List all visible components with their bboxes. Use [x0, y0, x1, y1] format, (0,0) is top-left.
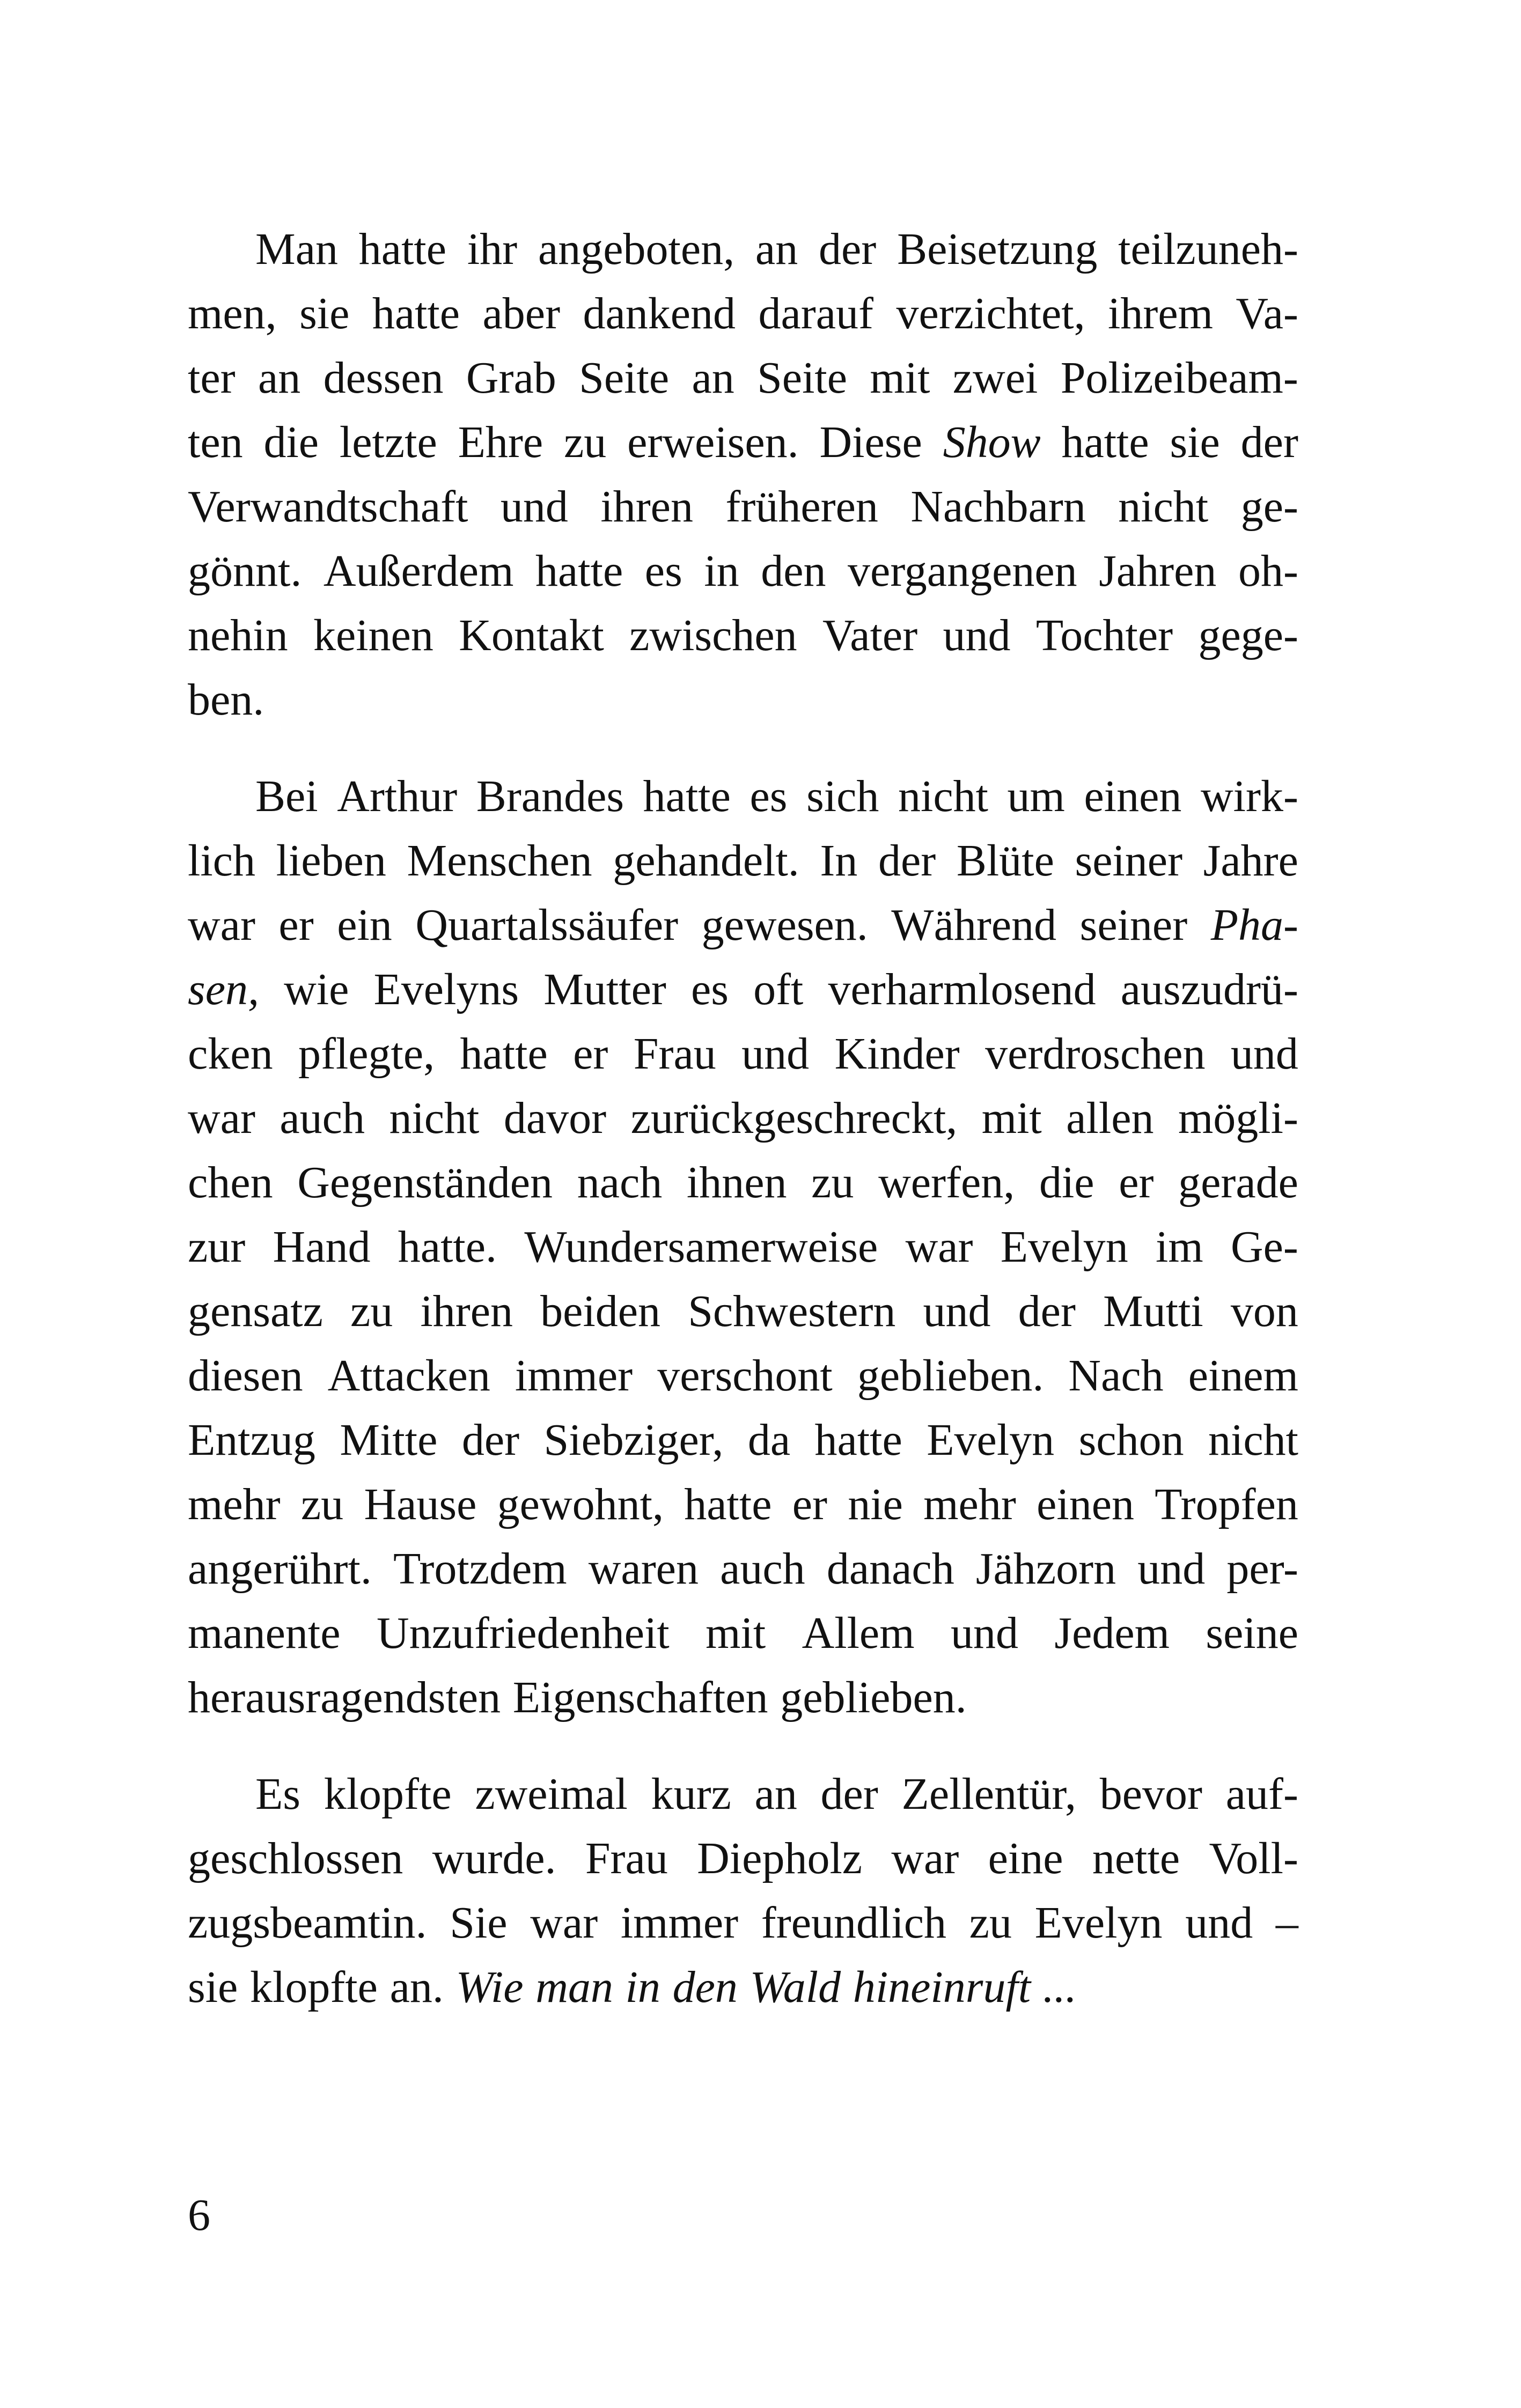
word: gensatz — [188, 1286, 323, 1336]
word: geschlossen — [188, 1833, 403, 1883]
word: Es — [255, 1769, 300, 1819]
word: seiner — [1079, 900, 1188, 950]
word: Frau — [585, 1833, 668, 1883]
word: ben. — [188, 675, 264, 725]
word: Grab — [466, 353, 556, 403]
word: gewesen. — [701, 900, 868, 950]
word: ihren — [600, 482, 693, 532]
word: er — [278, 900, 314, 950]
word: Schwestern — [688, 1286, 896, 1336]
word: manente — [188, 1608, 341, 1658]
word: zu — [300, 1479, 344, 1529]
word: aber — [482, 289, 561, 338]
text-line — [188, 475, 1298, 539]
word: lieben — [276, 836, 386, 886]
word: und — [1230, 1029, 1298, 1079]
word: Diese — [819, 417, 922, 467]
word: Entzug — [188, 1415, 315, 1465]
text-line — [188, 410, 1298, 475]
word: Brandes — [476, 771, 624, 821]
word: gehandelt. — [613, 836, 799, 886]
word: einen — [1037, 1479, 1134, 1529]
word: hatte — [372, 289, 460, 338]
word: Seite — [757, 353, 848, 403]
text-line — [188, 1827, 1298, 1891]
word: herausragendsten — [188, 1673, 501, 1722]
word: davor — [503, 1093, 607, 1143]
word: den — [672, 1962, 738, 2012]
text-line — [188, 764, 1298, 829]
word: wirk- — [1200, 771, 1298, 821]
word: beiden — [540, 1286, 661, 1336]
word: auszudrü- — [1120, 964, 1298, 1014]
word: Außerdem — [323, 546, 514, 596]
word: ihr — [467, 224, 518, 274]
word: und — [923, 1286, 991, 1336]
paragraph — [188, 764, 1298, 1730]
word: Seite — [579, 353, 670, 403]
word: waren — [588, 1544, 699, 1594]
page-number: 6 — [188, 2190, 210, 2240]
word: Wie — [455, 1962, 524, 2012]
word: der — [461, 1415, 520, 1465]
word: der — [878, 836, 936, 886]
word: mögli- — [1178, 1093, 1298, 1143]
word: es — [750, 771, 788, 821]
word: und — [500, 482, 568, 532]
word: darauf — [758, 289, 874, 338]
text-line — [188, 346, 1298, 410]
word: per- — [1226, 1544, 1298, 1594]
word: mehr — [923, 1479, 1016, 1529]
word: Tropfen — [1155, 1479, 1298, 1529]
word: Menschen — [407, 836, 592, 886]
word: und — [1185, 1898, 1253, 1948]
word: cken — [188, 1029, 273, 1079]
paragraph — [188, 217, 1298, 732]
word: kurz — [651, 1769, 731, 1819]
word: seine — [1206, 1608, 1298, 1658]
body-text — [188, 217, 1298, 2020]
word: hatte — [460, 1029, 548, 1079]
word: sie — [188, 1962, 238, 2012]
text-line — [188, 1955, 1298, 2020]
word: es — [644, 546, 682, 596]
word: der — [820, 1769, 878, 1819]
word: Blüte — [956, 836, 1054, 886]
word: – — [1275, 1898, 1298, 1948]
word: Sie — [450, 1898, 508, 1948]
word: klopfte — [249, 1962, 378, 2012]
word: Ehre — [458, 417, 543, 467]
word: ... — [1042, 1962, 1077, 2012]
word: er — [573, 1029, 608, 1079]
word: zwei — [952, 353, 1038, 403]
word: danach — [826, 1544, 954, 1594]
word: Mitte — [340, 1415, 438, 1465]
word: In — [820, 836, 858, 886]
word: Wundersamerweise — [524, 1222, 878, 1272]
text-line — [188, 1472, 1298, 1537]
word: bevor — [1099, 1769, 1202, 1819]
text-line — [188, 1891, 1298, 1955]
word: an — [755, 224, 798, 274]
word: men, — [188, 289, 277, 338]
word: Evelyns — [373, 964, 519, 1014]
word: auf- — [1225, 1769, 1298, 1819]
word: von — [1230, 1286, 1298, 1336]
word: die — [1039, 1158, 1094, 1207]
text-line — [188, 1666, 1298, 1730]
word: früheren — [725, 482, 878, 532]
word: Mutti — [1103, 1286, 1203, 1336]
word: im — [1156, 1222, 1203, 1272]
word: zurückgeschreckt, — [630, 1093, 958, 1143]
text-line — [188, 539, 1298, 603]
word: Attacken — [327, 1351, 490, 1401]
word: wurde. — [432, 1833, 556, 1883]
word: in — [704, 546, 739, 596]
word: gege- — [1198, 610, 1298, 660]
word: hatte — [1061, 417, 1149, 467]
word: an — [258, 353, 301, 403]
text-line — [188, 829, 1298, 893]
word: Evelyn — [1000, 1222, 1128, 1272]
word: gewohnt, — [497, 1479, 664, 1529]
word: ihren — [420, 1286, 513, 1336]
word: Man — [255, 224, 338, 274]
word: war — [891, 1833, 959, 1883]
word: auch — [720, 1544, 805, 1594]
word: Siebziger, — [543, 1415, 724, 1465]
word: zugsbeamtin. — [188, 1898, 427, 1948]
word: Vater — [822, 610, 918, 660]
word: erweisen. — [627, 417, 799, 467]
word: ihrem — [1108, 289, 1213, 338]
word: in — [625, 1962, 660, 2012]
word: der — [1018, 1286, 1076, 1336]
word: ten — [188, 417, 243, 467]
word: zu — [811, 1158, 854, 1207]
word: Gegenständen — [297, 1158, 553, 1207]
word: um — [1007, 771, 1065, 821]
word: und — [741, 1029, 810, 1079]
word: nicht — [389, 1093, 480, 1143]
word: letzte — [339, 417, 437, 467]
word: Allem — [802, 1608, 915, 1658]
paragraph-gap — [188, 1730, 1298, 1762]
word: sich — [806, 771, 879, 821]
word: zu — [350, 1286, 393, 1336]
word: nette — [1092, 1833, 1180, 1883]
word: hatte — [814, 1415, 902, 1465]
word: Pha- — [1210, 900, 1298, 950]
word: Wald — [750, 1962, 841, 2012]
word: gönnt. — [188, 546, 302, 596]
word: und — [950, 1608, 1018, 1658]
word: angerührt. — [188, 1544, 372, 1594]
word: lich — [188, 836, 255, 886]
word: Quartalssäufer — [415, 900, 679, 950]
text-line — [188, 1151, 1298, 1215]
word: Hand — [273, 1222, 371, 1272]
word: Verwandtschaft — [188, 482, 468, 532]
word: hatte — [358, 224, 447, 274]
word: wie — [284, 964, 349, 1014]
word: war — [530, 1898, 598, 1948]
word: Während — [891, 900, 1057, 950]
word: ihnen — [686, 1158, 787, 1207]
word: Arthur — [337, 771, 458, 821]
text-line — [188, 603, 1298, 668]
word: Jahren — [1099, 546, 1217, 596]
text-line — [188, 668, 1298, 732]
text-line — [188, 958, 1298, 1022]
text-line — [188, 282, 1298, 346]
word: er — [1119, 1158, 1154, 1207]
word: immer — [515, 1351, 633, 1401]
word: pflegte, — [298, 1029, 435, 1079]
word: zwischen — [629, 610, 797, 660]
word: hineinruft — [853, 1962, 1031, 2012]
paragraph — [188, 1762, 1298, 2020]
word: keinen — [313, 610, 433, 660]
word: Jahre — [1203, 836, 1298, 886]
word: die — [263, 417, 319, 467]
word: Trotzdem — [393, 1544, 567, 1594]
word: an. — [390, 1962, 444, 2012]
word: war — [905, 1222, 973, 1272]
word: Frau — [633, 1029, 716, 1079]
word: werfen, — [878, 1158, 1015, 1207]
word: Tochter — [1035, 610, 1173, 660]
text-line — [188, 1537, 1298, 1601]
word: immer — [620, 1898, 739, 1948]
text-line — [188, 1215, 1298, 1279]
word: nicht — [1118, 482, 1209, 532]
text-line — [188, 893, 1298, 958]
word: war — [188, 1093, 255, 1143]
word: Unzufriedenheit — [376, 1608, 670, 1658]
word: und — [943, 610, 1011, 660]
word: oh- — [1238, 546, 1298, 596]
word: nicht — [898, 771, 988, 821]
word: hatte — [643, 771, 731, 821]
word: einen — [1084, 771, 1182, 821]
word: verdroschen — [985, 1029, 1206, 1079]
word: zu — [969, 1898, 1012, 1948]
word: Zellentür, — [901, 1769, 1077, 1819]
word: den — [761, 546, 826, 596]
word: chen — [188, 1158, 273, 1207]
text-line — [188, 1601, 1298, 1666]
paragraph-gap — [188, 732, 1298, 764]
word: es — [690, 964, 729, 1014]
word: nehin — [188, 610, 288, 660]
word: da — [747, 1415, 791, 1465]
word: seiner — [1075, 836, 1183, 886]
word: Nach — [1068, 1351, 1164, 1401]
word: Hause — [364, 1479, 477, 1529]
word: der — [819, 224, 877, 274]
word: zur — [188, 1222, 246, 1272]
text-line — [188, 1279, 1298, 1344]
word: Va- — [1236, 289, 1298, 338]
word: Beisetzung — [897, 224, 1098, 274]
word: Evelyn — [927, 1415, 1055, 1465]
word: Jedem — [1054, 1608, 1170, 1658]
word: hatte — [684, 1479, 772, 1529]
word: dessen — [323, 353, 444, 403]
word: ein — [337, 900, 392, 950]
text-line — [188, 1762, 1298, 1827]
word: mit — [981, 1093, 1042, 1143]
word: und — [1137, 1544, 1206, 1594]
text-line — [188, 217, 1298, 282]
word: mit — [706, 1608, 766, 1658]
word: man — [535, 1962, 613, 2012]
word: nie — [848, 1479, 903, 1529]
word: auch — [280, 1093, 365, 1143]
word: verzichtet, — [896, 289, 1085, 338]
word: mit — [870, 353, 930, 403]
word: eine — [988, 1833, 1063, 1883]
word: ge- — [1240, 482, 1298, 532]
word: vergangenen — [848, 546, 1077, 596]
word: sie — [299, 289, 350, 338]
word: geblieben. — [780, 1673, 967, 1722]
word: sen, — [188, 964, 259, 1014]
word: verschont — [657, 1351, 833, 1401]
word: sie — [1170, 417, 1220, 467]
text-line — [188, 1344, 1298, 1408]
word: geblieben. — [857, 1351, 1044, 1401]
word: der — [1240, 417, 1298, 467]
word: Ge- — [1230, 1222, 1298, 1272]
word: ter — [188, 353, 236, 403]
word: teilzuneh- — [1118, 224, 1298, 274]
word: nach — [577, 1158, 663, 1207]
word: Diepholz — [697, 1833, 863, 1883]
word: an — [692, 353, 734, 403]
word: Kontakt — [459, 610, 604, 660]
word: Eigenschaften — [512, 1673, 768, 1722]
word: diesen — [188, 1351, 303, 1401]
word: Jähzorn — [975, 1544, 1116, 1594]
word: Evelyn — [1034, 1898, 1163, 1948]
word: mehr — [188, 1479, 281, 1529]
word: freundlich — [761, 1898, 946, 1948]
word: Polizeibeam- — [1060, 353, 1298, 403]
word: klopfte — [324, 1769, 452, 1819]
word: Show — [943, 417, 1041, 467]
word: war — [188, 900, 255, 950]
text-line — [188, 1086, 1298, 1151]
word: dankend — [583, 289, 736, 338]
word: Kinder — [834, 1029, 960, 1079]
word: allen — [1066, 1093, 1154, 1143]
word: verharmlosend — [828, 964, 1096, 1014]
word: Mutter — [543, 964, 666, 1014]
text-line — [188, 1408, 1298, 1472]
word: angeboten, — [538, 224, 735, 274]
word: Bei — [255, 771, 318, 821]
word: zu — [564, 417, 607, 467]
word: Nachbarn — [910, 482, 1086, 532]
text-line — [188, 1022, 1298, 1086]
word: hatte — [535, 546, 623, 596]
word: Voll- — [1209, 1833, 1298, 1883]
word: hatte. — [398, 1222, 497, 1272]
word: schon — [1078, 1415, 1184, 1465]
word: an — [754, 1769, 797, 1819]
word: zweimal — [475, 1769, 628, 1819]
word: einem — [1188, 1351, 1298, 1401]
word: er — [792, 1479, 828, 1529]
word: nicht — [1208, 1415, 1298, 1465]
word: oft — [753, 964, 804, 1014]
word: gerade — [1178, 1158, 1298, 1207]
